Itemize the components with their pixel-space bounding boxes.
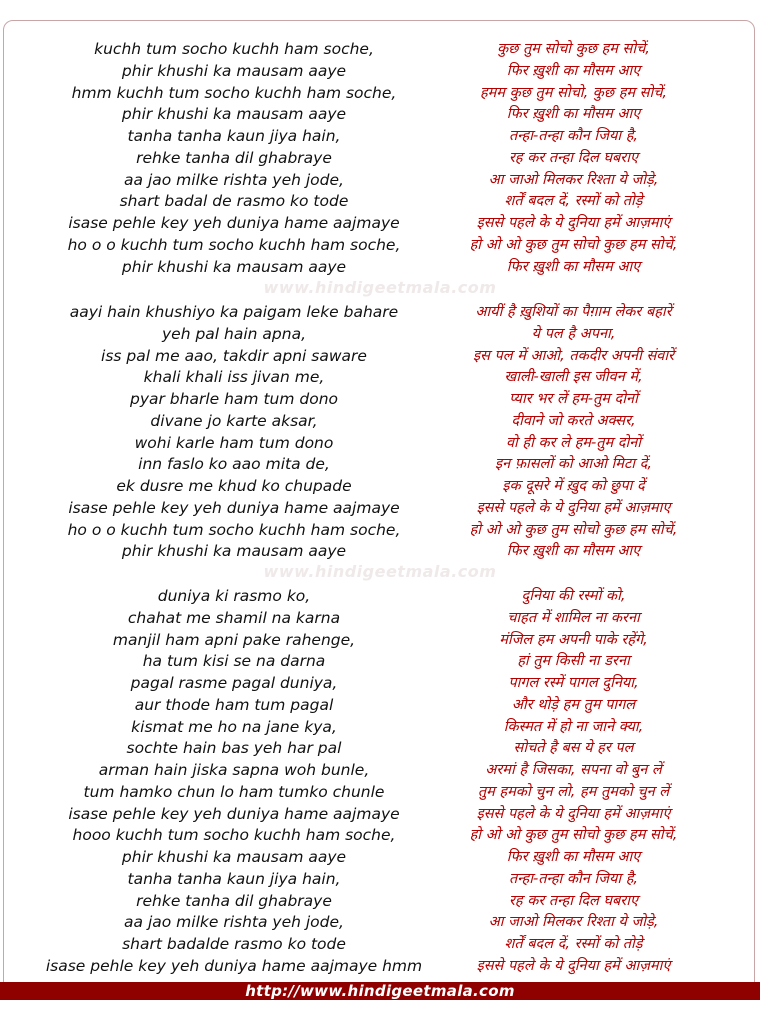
lyrics-line [4,782,755,804]
hindi-lyric: रह कर तन्हा दिल घबराए [508,892,639,909]
hindi-lyric: फिर ख़ुशी का मौसम आए [506,543,641,560]
hindi-lyric: तन्हा-तन्हा कौन जिया है, [508,128,639,144]
hindi-lyric: तुम हमको चुन लो, हम तुमको चुन लें [477,783,670,800]
hindi-lyric: ये पल है अपना, [531,325,616,342]
english-lyric: divane jo karte aksar, [150,411,318,430]
hindi-lyric: इससे पहले के ये दुनिया हमें आज़माएं [476,805,671,822]
english-lyric: tum hamko chun lo ham tumko chunle [83,782,385,801]
hindi-lyric: अरमां है जिसका, सपना वो बुन लें [485,762,662,778]
lyrics-line [4,608,755,630]
english-lyric: tanha tanha kaun jiya hain, [127,127,341,145]
hindi-lyric: इससे पहले के ये दुनिया हमें आज़माएं [476,215,671,231]
lyrics-line [4,191,755,213]
english-lyric: isase pehle key yeh duniya hame aajmaye [68,498,400,517]
lyrics-line [4,476,755,498]
english-lyric: aa jao milke rishta yeh jode, [124,170,344,189]
english-lyric: pagal rasme pagal duniya, [130,674,338,692]
lyrics-line [4,433,755,455]
lyrics-line [4,302,755,324]
watermark: www.hindigeetmala.com [263,562,497,581]
lyrics-line [4,367,755,389]
english-lyric: sochte hain bas yeh har pal [126,739,342,758]
english-lyric: duniya ki rasmo ko, [157,587,311,605]
english-lyric: chahat me shamil na karna [127,608,341,627]
lyrics-line [4,956,755,978]
hindi-lyric: वो ही कर ले हम-तुम दोनों [505,434,641,451]
hindi-lyric: किस्मत में हो ना जाने क्या, [503,718,644,735]
english-lyric: iss pal me aao, takdir apni saware [101,346,367,365]
lyrics-line [4,346,755,368]
english-lyric: arman hain jiska sapna woh bunle, [98,761,370,779]
lyrics-line [4,39,755,61]
lyrics-line [4,760,755,782]
lyrics-stanza [4,39,755,278]
lyrics-line [4,695,755,717]
lyrics-line [4,83,755,105]
english-lyric: phir khushi ka mausam aaye [121,257,347,276]
lyrics-panel [3,20,755,992]
lyrics-line [4,126,755,148]
lyrics-line [4,170,755,192]
hindi-lyric: इक दूसरे में ख़ुद को छुपा दें [502,478,645,494]
lyrics-line [4,324,755,346]
footer-bar [0,982,760,1000]
watermark: www.hindigeetmala.com [263,278,497,297]
english-lyric: shart badalde rasmo ko tode [122,935,346,953]
english-lyric: aur thode ham tum pagal [134,695,334,714]
english-lyric: isase pehle key yeh duniya hame aajmaye [68,214,400,232]
hindi-lyric: इस पल में आओ, तकदीर अपनी संवारें [472,347,675,364]
lyrics-line [4,934,755,956]
lyrics-line [4,411,755,433]
hindi-lyric: फिर ख़ुशी का मौसम आए [506,258,641,275]
english-lyric: inn faslo ko aao mita de, [138,455,330,474]
english-lyric: hmm kuchh tum socho kuchh ham soche, [71,83,397,102]
hindi-lyric: खाली-खाली इस जीवन में, [504,369,643,386]
lyrics-line [4,738,755,760]
english-lyric: phir khushi ka mausam aaye [121,542,347,561]
english-lyric: tanha tanha kaun jiya hain, [127,869,341,888]
hindi-lyric: हो ओ ओ कुछ तुम सोचो कुछ हम सोचें, [469,521,678,538]
english-lyric: ho o o kuchh tum socho kuchh ham soche, [67,235,401,254]
hindi-lyric: फिर ख़ुशी का मौसम आए [506,62,641,79]
hindi-lyric: सोचते है बस ये हर पल [513,740,634,757]
lyrics-line [4,825,755,847]
hindi-lyric: आ जाओ मिलकर रिश्ता ये जोड़े, [488,171,659,188]
hindi-lyric: फिर ख़ुशी का मौसम आए [506,849,641,865]
hindi-lyric: प्यार भर लें हम-तुम दोनों [509,391,638,407]
lyrics-line [4,541,755,563]
english-lyric: isase pehle key yeh duniya hame aajmaye [68,804,400,823]
lyrics-line [4,673,755,695]
lyrics-line [4,520,755,542]
hindi-lyric: तन्हा-तन्हा कौन जिया है, [508,870,639,887]
english-lyric: ek dusre me khud ko chupade [116,477,352,495]
english-lyric: aayi hain khushiyo ka paigam leke bahare [69,303,399,321]
english-lyric: ho o o kuchh tum socho kuchh ham soche, [67,520,401,539]
hindi-lyric: आ जाओ मिलकर रिश्ता ये जोड़े, [488,914,659,931]
lyrics-stanza [4,302,755,563]
english-lyric: pyar bharle ham tum dono [129,390,339,408]
lyrics-line [4,235,755,257]
lyrics-line [4,61,755,83]
english-lyric: phir khushi ka mausam aaye [121,848,347,866]
hindi-lyric: आयीं है ख़ुशियों का पैग़ाम लेकर बहारें [475,304,672,320]
lyrics-line [4,651,755,673]
english-lyric: aa jao milke rishta yeh jode, [124,913,344,932]
lyrics-line [4,148,755,170]
english-lyric: kuchh tum socho kuchh ham soche, [94,40,374,58]
hindi-lyric: शर्तें बदल दें, रस्मों को तोड़े [504,936,643,952]
lyrics-line [4,213,755,235]
english-lyric: phir khushi ka mausam aaye [121,61,347,80]
english-lyric: rehke tanha dil ghabraye [136,891,332,910]
english-lyric: phir khushi ka mausam aaye [121,105,347,124]
footer-url-link[interactable]: http://www.hindigeetmala.com [245,982,515,1000]
english-lyric: kismat me ho na jane kya, [131,717,337,736]
lyrics-line [4,586,755,608]
english-lyric: wohi karle ham tum dono [134,433,334,452]
english-lyric: shart badal de rasmo ko tode [119,192,349,211]
lyrics-line [4,498,755,520]
english-lyric: khali khali iss jivan me, [143,368,325,387]
lyrics-line [4,454,755,476]
lyrics-stanza [4,586,755,978]
hindi-lyric: हां तुम किसी ना डरना [517,653,630,670]
hindi-lyric: मंजिल हम अपनी पाके रहेंगे, [499,631,648,648]
hindi-lyric: शर्तें बदल दें, रस्मों को तोड़े [504,193,643,210]
english-lyric: hooo kuchh tum socho kuchh ham soche, [72,826,396,845]
lyrics-line [4,389,755,411]
lyrics-line [4,630,755,652]
hindi-lyric: हमम कुछ तुम सोचो, कुछ हम सोचें, [479,84,668,101]
hindi-lyric: इससे पहले के ये दुनिया हमें आज़माएं [476,957,671,974]
english-lyric: ha tum kisi se na darna [142,652,326,671]
lyrics-line [4,912,755,934]
hindi-lyric: पागल रस्में पागल दुनिया, [508,675,639,691]
english-lyric: isase pehle key yeh duniya hame aajmaye hmm [45,956,423,975]
hindi-lyric: इससे पहले के ये दुनिया हमें आज़माए [476,499,671,516]
hindi-lyric: दीवाने जो करते अक्सर, [511,412,636,429]
lyrics-line [4,717,755,739]
hindi-lyric: और थोड़े हम तुम पागल [511,696,636,713]
lyrics-line [4,104,755,126]
english-lyric: manjil ham apni pake rahenge, [112,630,356,649]
hindi-lyric: हो ओ ओ कुछ तुम सोचो कुछ हम सोचें, [469,827,678,844]
english-lyric: rehke tanha dil ghabraye [136,148,332,167]
hindi-lyric: दुनिया की रस्मों को, [521,588,626,604]
hindi-lyric: फिर ख़ुशी का मौसम आए [506,106,641,123]
english-lyric: yeh pal hain apna, [162,324,306,343]
hindi-lyric: कुछ तुम सोचो कुछ हम सोचें, [497,41,650,57]
lyrics-line [4,847,755,869]
hindi-lyric: हो ओ ओ कुछ तुम सोचो कुछ हम सोचें, [469,236,678,253]
lyrics-line [4,869,755,891]
hindi-lyric: इन फ़ासलों को आओ मिटा दें, [495,456,652,473]
hindi-lyric: चाहत में शामिल ना करना [507,609,640,626]
lyrics-line [4,804,755,826]
lyrics-line [4,257,755,279]
hindi-lyric: रह कर तन्हा दिल घबराए [508,149,639,166]
lyrics-line [4,891,755,913]
